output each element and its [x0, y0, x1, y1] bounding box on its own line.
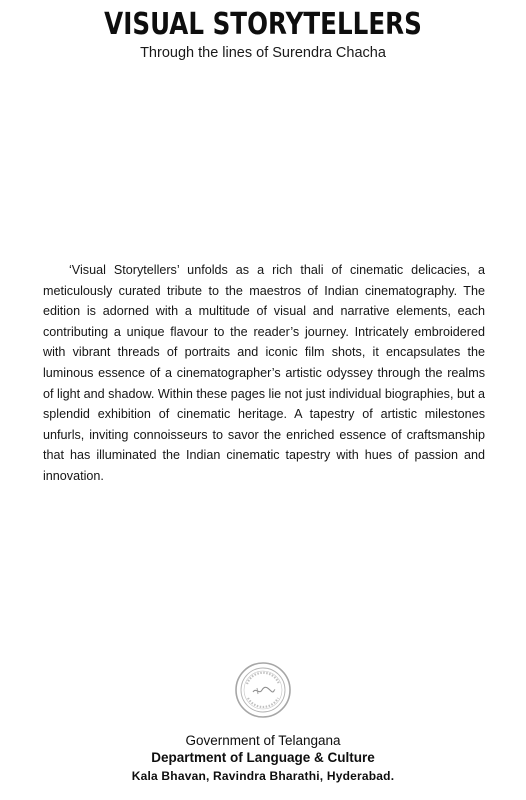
page-title: VISUAL STORYTELLERS [104, 7, 422, 42]
description-paragraph: ‘Visual Storytellers’ unfolds as a rich thali of cinematic delicacies, a meticulously curated tribute to the maestros of Indian cinematography. The edition is adorned with a multitude of visual and narrative elements, each contributing a unique flavour to the reader’s journey. Intricately embroidered with vibrant threads of portraits and iconic film shots, it encapsulates the luminous essence of a cinematographer’s artistic odyssey through the realms of light and shadow. Within these pages lie not just individual biographies, but a splendid exhibition of cinematic heritage. A tapestry of artistic milestones unfurls, inviting connoisseurs to savor the enriched essence of craftsmanship that has illuminated the Indian cinematic tapestry with hues of passion and innovation. [43, 263, 485, 483]
publisher-address: Kala Bhavan, Ravindra Bharathi, Hyderabad. [131, 769, 395, 783]
seal-graphic [233, 660, 293, 720]
publisher-block [0, 732, 526, 785]
page-subtitle: Through the lines of Surendra Chacha [140, 45, 386, 61]
government-name: Government of Telangana [185, 733, 341, 748]
official-seal-icon [233, 660, 293, 720]
page-header [0, 8, 526, 62]
department-name: Department of Language & Culture [151, 750, 375, 765]
